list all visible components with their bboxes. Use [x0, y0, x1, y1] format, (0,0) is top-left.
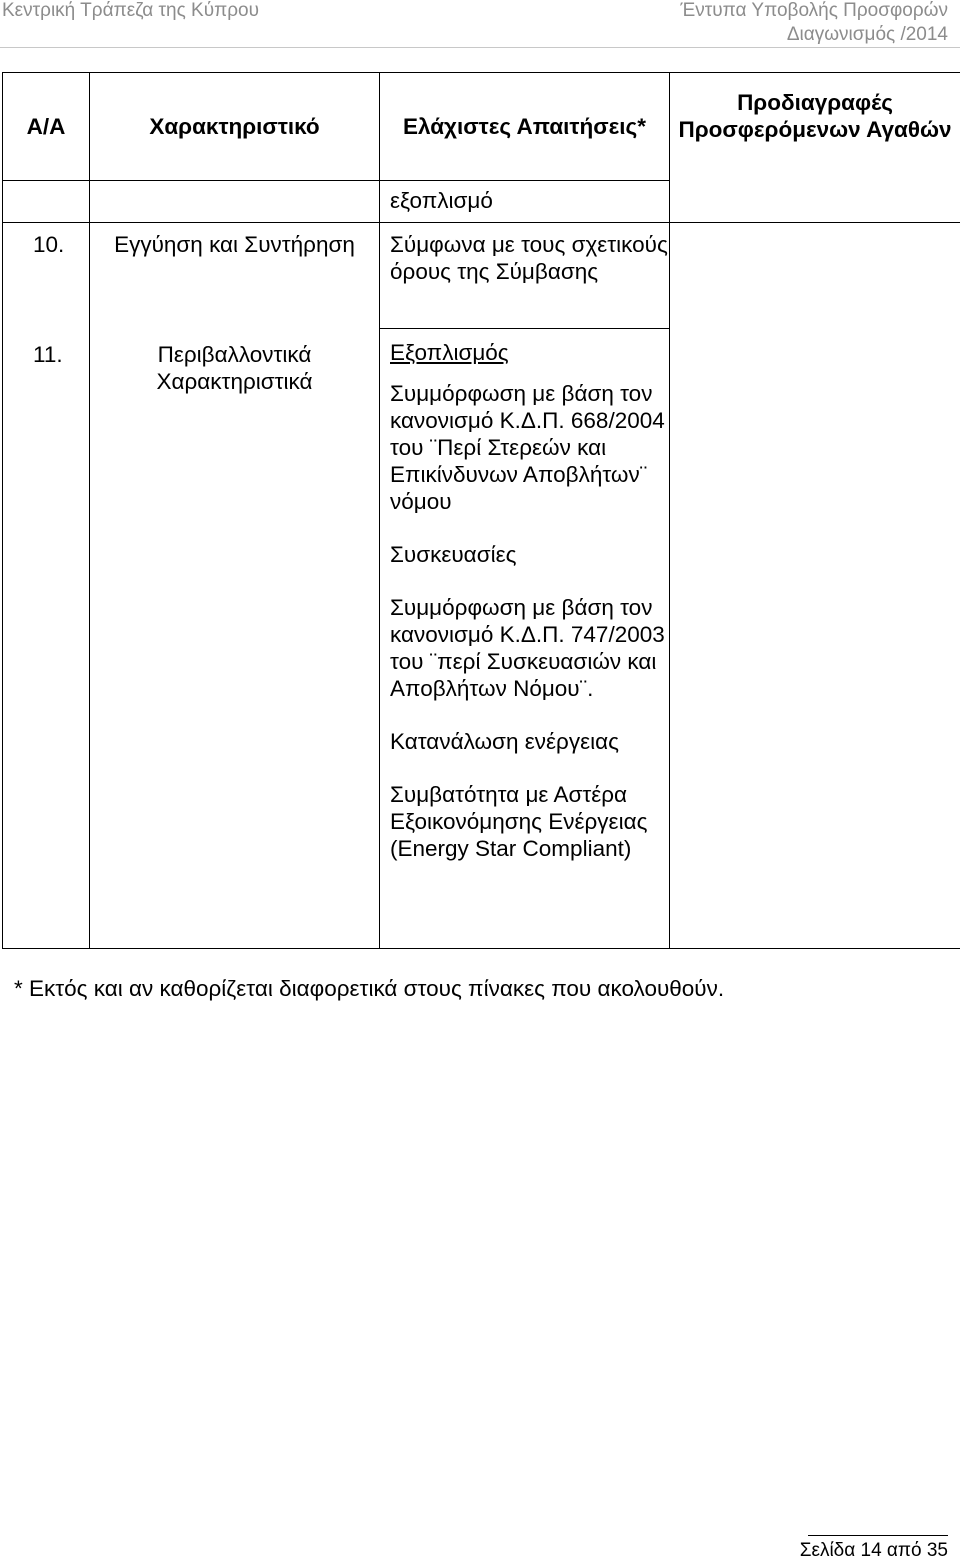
column-header-min-requirements: Ελάχιστες Απαιτήσεις*	[380, 73, 670, 181]
section-heading-energy: Κατανάλωση ενέργειας	[390, 728, 669, 755]
column-header-offered-specs: Προδιαγραφές Προσφερόμενων Αγαθών	[670, 73, 960, 223]
row-offered-spec-empty	[670, 223, 960, 949]
header-divider	[0, 47, 960, 48]
section-text-energy: Συμβατότητα με Αστέρα Εξοικονόμησης Ενέργειας (Energy Star Compliant)	[390, 781, 669, 862]
row-requirement: Σύμφωνα με τους σχετικούς όρους της Σύμβασης	[380, 223, 670, 329]
section-text-equipment: Συμμόρφωση με βάση τον κανονισμό Κ.Δ.Π. 668/2004 του ¨Περί Στερεών και Επικίνδυνων Αποβλήτων¨ νόμου	[390, 380, 669, 515]
section-text-packaging: Συμμόρφωση με βάση τον κανονισμό Κ.Δ.Π. 747/2003 του ¨περί Συσκευασιών και Αποβλήτων Νόμου¨.	[390, 594, 669, 702]
continuation-empty-num	[3, 181, 90, 223]
footnote: * Εκτός και αν καθορίζεται διαφορετικά στους πίνακες που ακολουθούν.	[14, 976, 724, 1002]
column-header-characteristic: Χαρακτηριστικό	[90, 73, 380, 181]
header-tender-ref: Διαγωνισμός /2014	[787, 24, 948, 46]
row-number: 11.	[3, 329, 90, 949]
section-heading-packaging: Συσκευασίες	[390, 541, 669, 568]
column-header-aa: Α/Α	[3, 73, 90, 181]
continuation-empty-characteristic	[90, 181, 380, 223]
row-characteristic: Περιβαλλοντικά Χαρακτηριστικά	[90, 329, 380, 949]
continuation-requirement: εξοπλισμό	[380, 181, 670, 223]
specifications-table	[2, 72, 960, 949]
row-number: 10.	[3, 223, 90, 329]
row-requirement-sections	[380, 329, 670, 949]
header-document-title: Έντυπα Υποβολής Προσφορών	[680, 0, 948, 22]
page-number: Σελίδα 14 από 35	[800, 1540, 948, 1562]
section-heading-equipment: Εξοπλισμός	[390, 339, 669, 366]
row-characteristic: Εγγύηση και Συντήρηση	[90, 223, 380, 329]
header-organization: Κεντρική Τράπεζα της Κύπρου	[2, 0, 259, 22]
table-row	[3, 223, 960, 329]
footer-divider	[808, 1535, 948, 1536]
table-header-row	[3, 73, 960, 181]
